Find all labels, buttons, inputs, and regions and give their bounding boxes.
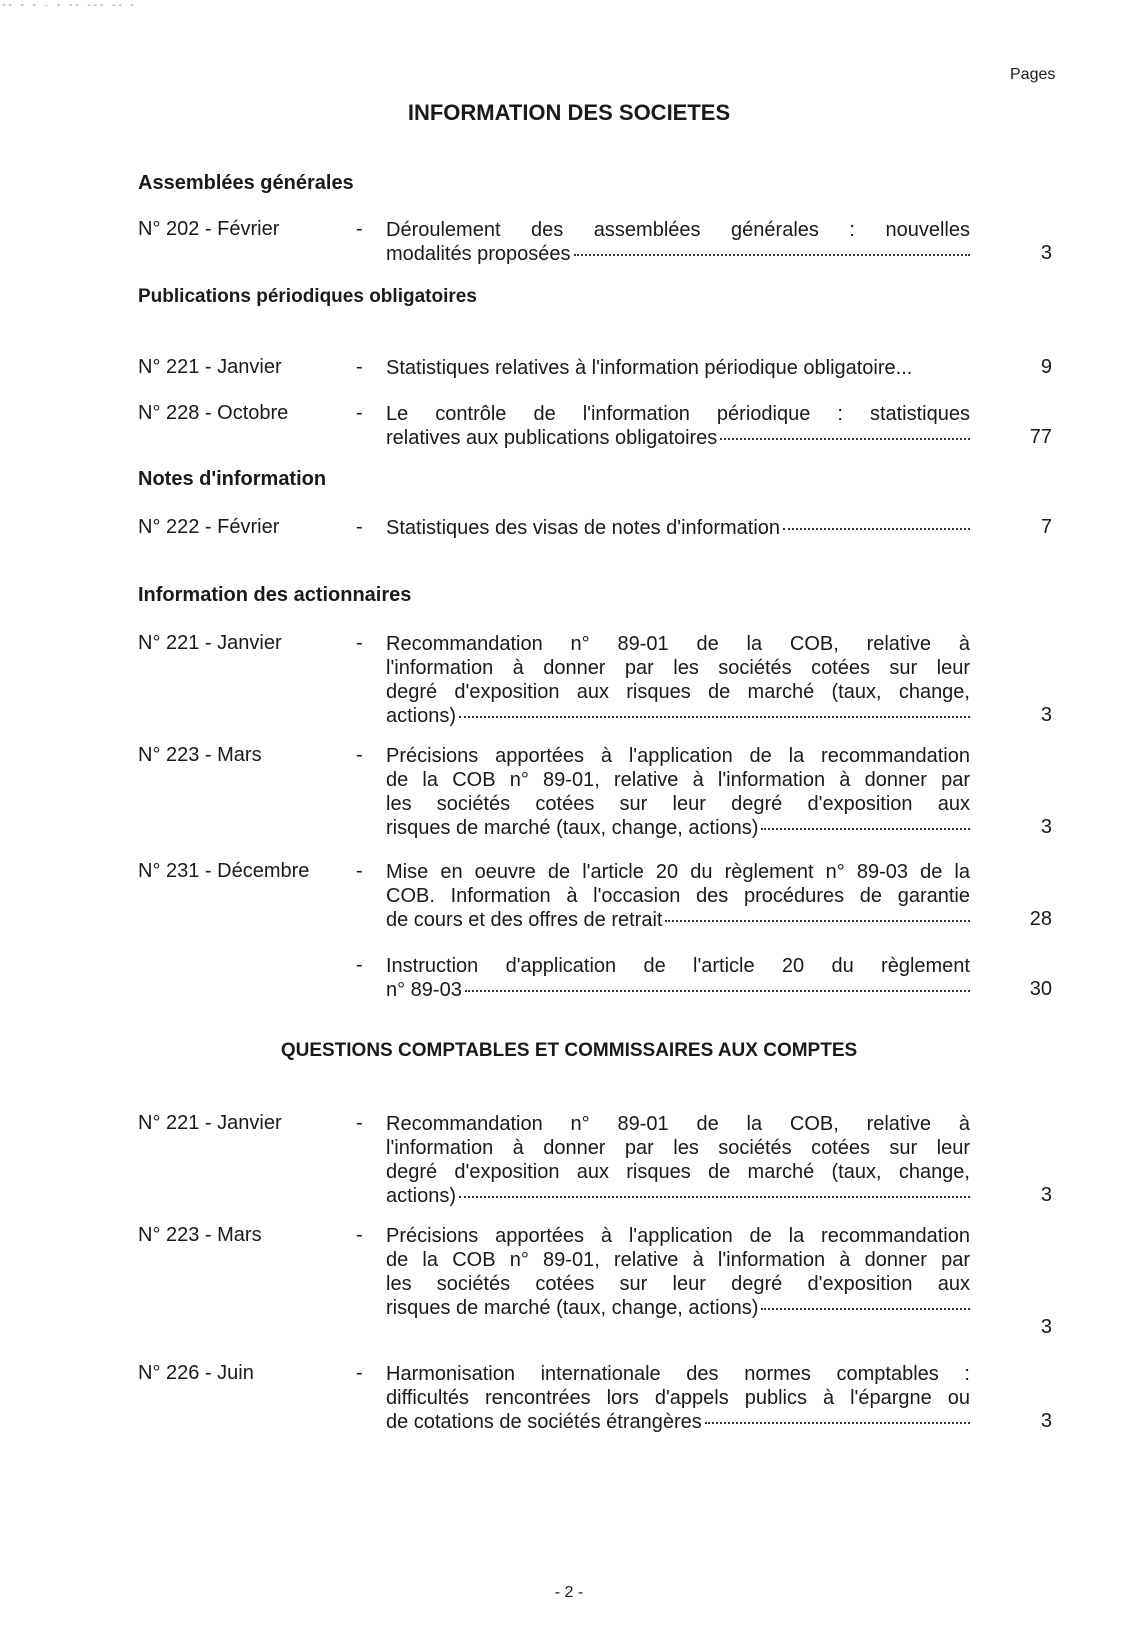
entry-dash: - <box>356 516 363 538</box>
entry-description <box>386 402 970 450</box>
description-line: de la COB n° 89-01, relative à l'information à donner par <box>386 769 970 791</box>
section-heading-actionnaires: Information des actionnaires <box>138 584 412 606</box>
section-heading-publications: Publications périodiques obligatoires <box>138 286 477 307</box>
pages-column-label: Pages <box>1010 66 1056 83</box>
description-last-line: relatives aux publications obligatoires <box>386 426 970 450</box>
section-heading-notes: Notes d'information <box>138 468 327 490</box>
entry-page-number: 28 <box>1029 908 1052 930</box>
entry-description <box>386 954 970 1002</box>
description-line: Le contrôle de l'information périodique : statistiques <box>386 403 970 425</box>
entry-page-number: 3 <box>1040 1410 1052 1432</box>
entry-reference: N° 223 - Mars <box>138 744 262 766</box>
description-line: degré d'exposition aux risques de marché (taux, change, <box>386 681 970 703</box>
entry-dash: - <box>356 744 363 766</box>
entry-reference: N° 221 - Janvier <box>138 356 282 378</box>
entry-description <box>386 1224 970 1320</box>
page-number-footer: - 2 - <box>554 1584 584 1601</box>
description-last-line: de cours et des offres de retrait <box>386 908 970 932</box>
entry-reference: N° 202 - Février <box>138 218 280 240</box>
description-last-line: risques de marché (taux, change, actions) <box>386 1296 970 1320</box>
description-line: l'information à donner par les sociétés cotées sur leur <box>386 1137 970 1159</box>
entry-page-number: 3 <box>1040 242 1052 264</box>
dot-leader <box>705 1422 970 1424</box>
entry-page-number: 77 <box>1029 426 1052 448</box>
page-title: INFORMATION DES SOCIETES <box>407 100 731 125</box>
dot-leader <box>665 920 970 922</box>
description-last-line: actions) <box>386 1184 970 1208</box>
entry-page-number: 3 <box>1040 816 1052 838</box>
description-last-line: risques de marché (taux, change, actions) <box>386 816 970 840</box>
scan-artifact: -- - - · - -- --- -- - <box>2 0 137 11</box>
entry-description <box>386 1362 970 1434</box>
description-last-line: modalités proposées <box>386 242 970 266</box>
description-line: Harmonisation internationale des normes comptables : <box>386 1363 970 1385</box>
entry-reference: N° 231 - Décembre <box>138 860 310 882</box>
dot-leader <box>761 1308 970 1310</box>
description-line: Recommandation n° 89-01 de la COB, relative à <box>386 1113 970 1135</box>
entry-description <box>386 516 970 540</box>
entry-description <box>386 218 970 266</box>
entry-description <box>386 744 970 840</box>
section-heading-comptables: QUESTIONS COMPTABLES ET COMMISSAIRES AUX COMPTES <box>280 1040 858 1061</box>
description-last-line: Statistiques des visas de notes d'information <box>386 516 970 540</box>
description-line: de la COB n° 89-01, relative à l'information à donner par <box>386 1249 970 1271</box>
entry-page-number: 3 <box>1040 704 1052 726</box>
entry-dash: - <box>356 860 363 882</box>
section-heading-assemblees: Assemblées générales <box>138 172 354 194</box>
description-last-line: de cotations de sociétés étrangères <box>386 1410 970 1434</box>
description-line: Recommandation n° 89-01 de la COB, relative à <box>386 633 970 655</box>
entry-reference: N° 222 - Février <box>138 516 280 538</box>
description-line: difficultés rencontrées lors d'appels publics à l'épargne ou <box>386 1387 970 1409</box>
description-line: COB. Information à l'occasion des procédures de garantie <box>386 885 970 907</box>
entry-page-number: 3 <box>1040 1316 1052 1338</box>
entry-page-number: 7 <box>1040 516 1052 538</box>
entry-page-number: 3 <box>1040 1184 1052 1206</box>
description-line: Précisions apportées à l'application de la recommandation <box>386 1225 970 1247</box>
entry-description <box>386 1112 970 1208</box>
description-line: degré d'exposition aux risques de marché (taux, change, <box>386 1161 970 1183</box>
dot-leader <box>465 990 970 992</box>
description-line: Mise en oeuvre de l'article 20 du règlement n° 89-03 de la <box>386 861 970 883</box>
entry-reference: N° 223 - Mars <box>138 1224 262 1246</box>
description-last-line: Statistiques relatives à l'information périodique obligatoire ... <box>386 357 913 379</box>
entry-description <box>386 860 970 932</box>
dot-leader <box>574 254 970 256</box>
entry-page-number: 30 <box>1029 978 1052 1000</box>
entry-dash: - <box>356 218 363 240</box>
description-line: les sociétés cotées sur leur degré d'exposition aux <box>386 793 970 815</box>
description-last-line: n° 89-03 <box>386 978 970 1002</box>
dot-leader <box>459 1196 970 1198</box>
entry-page-number: 9 <box>1040 356 1052 378</box>
description-last-line: actions) <box>386 704 970 728</box>
entry-dash: - <box>356 1362 363 1384</box>
dot-leader <box>459 716 970 718</box>
entry-dash: - <box>356 356 363 378</box>
description-line: Précisions apportées à l'application de la recommandation <box>386 745 970 767</box>
description-line: Instruction d'application de l'article 20 du règlement <box>386 955 970 977</box>
entry-description <box>386 356 970 380</box>
entry-dash: - <box>356 402 363 424</box>
dot-leader <box>761 828 970 830</box>
entry-description <box>386 632 970 728</box>
entry-reference: N° 226 - Juin <box>138 1362 254 1384</box>
entry-reference: N° 221 - Janvier <box>138 632 282 654</box>
dot-leader <box>783 528 970 530</box>
dot-leader <box>720 438 970 440</box>
description-line: l'information à donner par les sociétés cotées sur leur <box>386 657 970 679</box>
entry-reference: N° 228 - Octobre <box>138 402 289 424</box>
entry-reference: N° 221 - Janvier <box>138 1112 282 1134</box>
entry-dash: - <box>356 1112 363 1134</box>
entry-dash: - <box>356 1224 363 1246</box>
entry-dash: - <box>356 632 363 654</box>
description-line: les sociétés cotées sur leur degré d'exposition aux <box>386 1273 970 1295</box>
entry-dash: - <box>356 954 363 976</box>
description-line: Déroulement des assemblées générales : nouvelles <box>386 219 970 241</box>
